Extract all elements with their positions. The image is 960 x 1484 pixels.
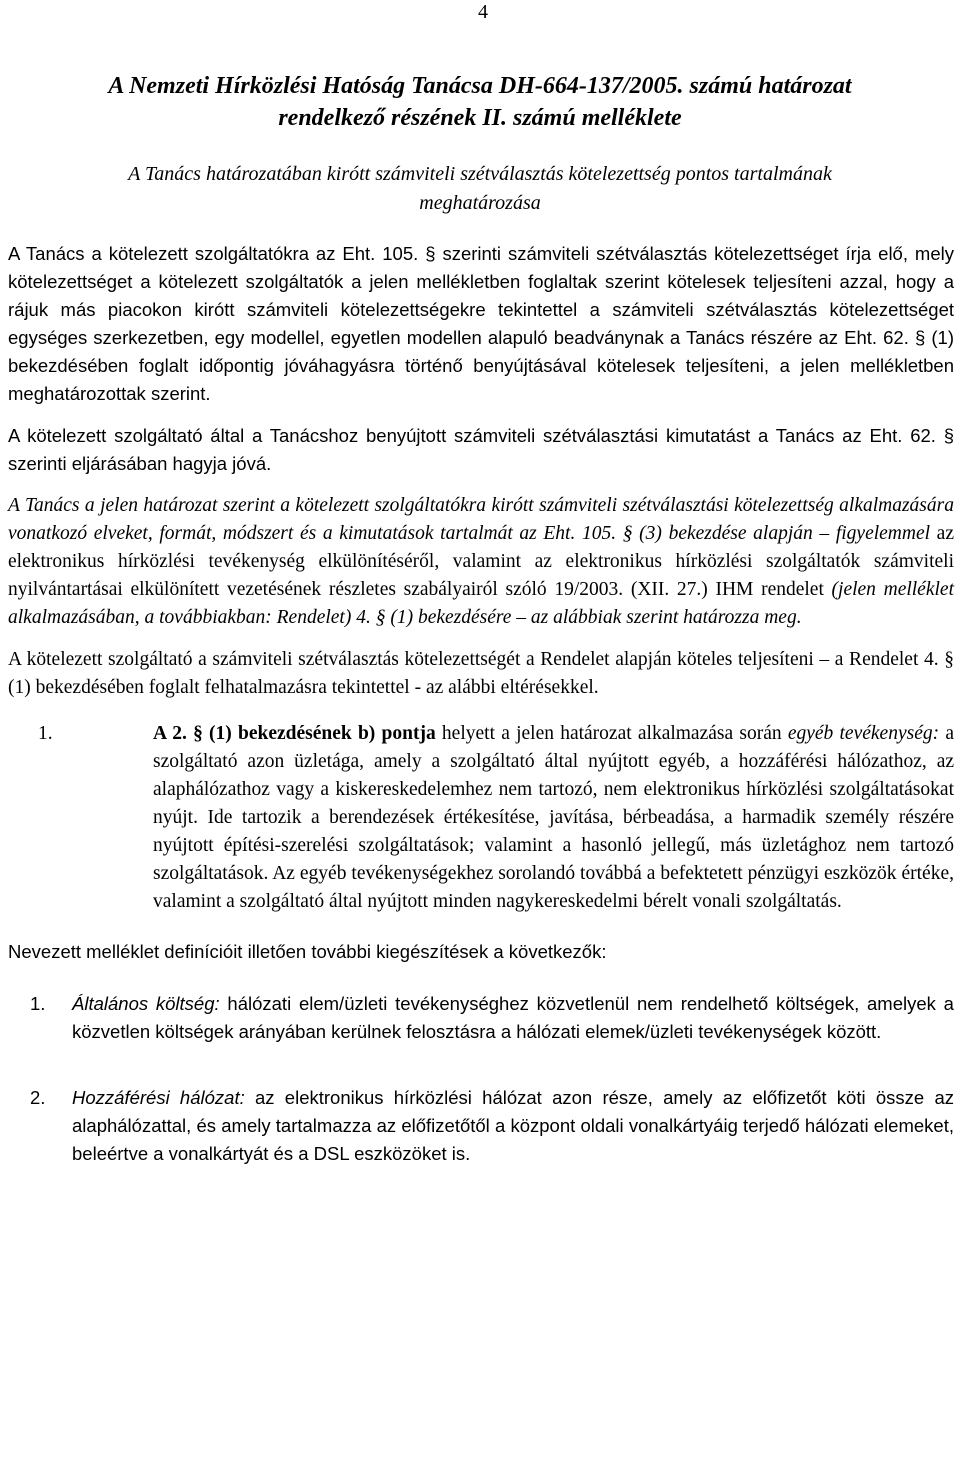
definition-body: az elektronikus hírközlési hálózat azon része, amely az előfizetőt köti össze az alaphálózattal, és amely tartalmazza az előfizetőtől a központ oldali vonalkártyáig terjedő hálózati elemeket, beleértve a vonalkártyát és a DSL eszközöket is. [72,1087,954,1164]
item-text-2: a szolgáltató azon üzletága, amely a szolgáltató által nyújtott egyéb, a hozzáférési hálózathoz, az alaphálózathoz vagy a kiskereskedelemhez nem tartozó, nem elektronikus hírközlési szolgáltatásokat nyújt. Ide tartozik a berendezések értékesítése, javítása, bérbeadása, a harmadik személy részére nyújtott építési-szerelési szolgáltatások; valamint a hasonló jellegű, más üzletághoz nem tartozó szolgáltatások. Az egyéb tevékenységekhez sorolandó továbbá a befektetett pénzügyi eszközök értéke, valamint a szolgáltató által nyújtott minden nagykereskedelmi bérelt vonali szolgáltatás. [153,723,954,912]
page-number: 4 [478,1,488,23]
definition-item-1 [8,990,954,1046]
item-text [153,720,954,916]
paragraph-intro: A Tanács a kötelezett szolgáltatókra az Eht. 105. § szerinti számviteli szétválasztás kötelezettséget írja elő, mely kötelezettséget a kötelezett szolgáltatók a jelen mellékletben foglaltak szerint kötelesek teljesíteni azzal, hogy a rájuk más piacokon kirótt számviteli kötelezettségekre tekintettel a számviteli szétválasztás kötelezettséget egységes szerkezetben, egy modellel, egyetlen modellen alapuló beadványnak a Tanács részére az Eht. 62. § (1) bekezdésében foglalt időpontig jóváhagyásra történő benyújtásával kötelesek teljesíteni, a jelen mellékletben meghatározottak szerint. [8,243,954,404]
definition-number: 1. [30,993,46,1014]
paragraph-principles [8,492,954,632]
numbered-item-1 [8,720,954,916]
principles-normal: az elektronikus hírközlési tevékenység elkülönítéséről, valamint az elektronikus hírközlési szolgáltatók számviteli nyilvántartásai elkülönített vezetésének részletes szabályairól szóló 19/2003. (XII. 27.) IHM rendelet [8,523,954,600]
paragraph-definitions-intro: Nevezett melléklet definícióit illetően további kiegészítések a következők: [8,941,607,962]
definition-text [72,1084,954,1168]
definition-item-2 [8,1084,954,1168]
title-line-2: rendelkező részének II. számú melléklete [278,105,682,131]
document-title [20,70,940,134]
definition-term: Általános költség: [72,993,220,1014]
subtitle-line-2: meghatározása [419,192,541,214]
item-italic-term: egyéb tevékenység: [787,723,940,744]
document-body [8,240,954,1206]
definition-text [72,990,954,1046]
principles-italic-2: (jelen melléklet alkalmazásában, a továbbiakban: Rendelet) 4. § (1) bekezdésére – az alábbiak szerint határozza meg. [8,579,954,628]
title-line-1: A Nemzeti Hírközlési Hatóság Tanácsa DH-664-137/2005. számú határozat [108,73,852,99]
item-number: 1. [38,723,53,744]
definition-term: Hozzáférési hálózat: [72,1087,245,1108]
definition-number: 2. [30,1087,46,1108]
paragraph-approval: A kötelezett szolgáltató által a Tanácshoz benyújtott számviteli szétválasztási kimutatást a Tanács az Eht. 62. § szerinti eljárásában hagyja jóvá. [8,425,954,474]
item-bold-ref: A 2. § (1) bekezdésének b) pontja [153,723,436,744]
document-subtitle [20,160,940,218]
subtitle-line-1: A Tanács határozatában kirótt számviteli szétválasztás kötelezettség pontos tartalmának [128,163,832,185]
principles-italic-1: A Tanács a jelen határozat szerint a kötelezett szolgáltatókra kirótt számviteli szétválasztási kötelezettség alkalmazására vonatkozó elveket, formát, módszert és a kimutatások tartalmát az Eht. 105. § (3) bekezdése alapján – figyelemmel [8,495,954,544]
definition-body: hálózati elem/üzleti tevékenységhez közvetlenül nem rendelhető költségek, amelyek a közvetlen költségek arányában kerülnek felosztásra a hálózati elemek/üzleti tevékenységek között. [72,993,954,1042]
paragraph-deviations: A kötelezett szolgáltató a számviteli szétválasztás kötelezettségét a Rendelet alapján köteles teljesíteni – a Rendelet 4. § (1) bekezdésében foglalt felhatalmazásra tekintettel - az alábbi eltérésekkel. [8,649,954,698]
item-text-1: helyett a jelen határozat alkalmazása során [435,723,788,744]
